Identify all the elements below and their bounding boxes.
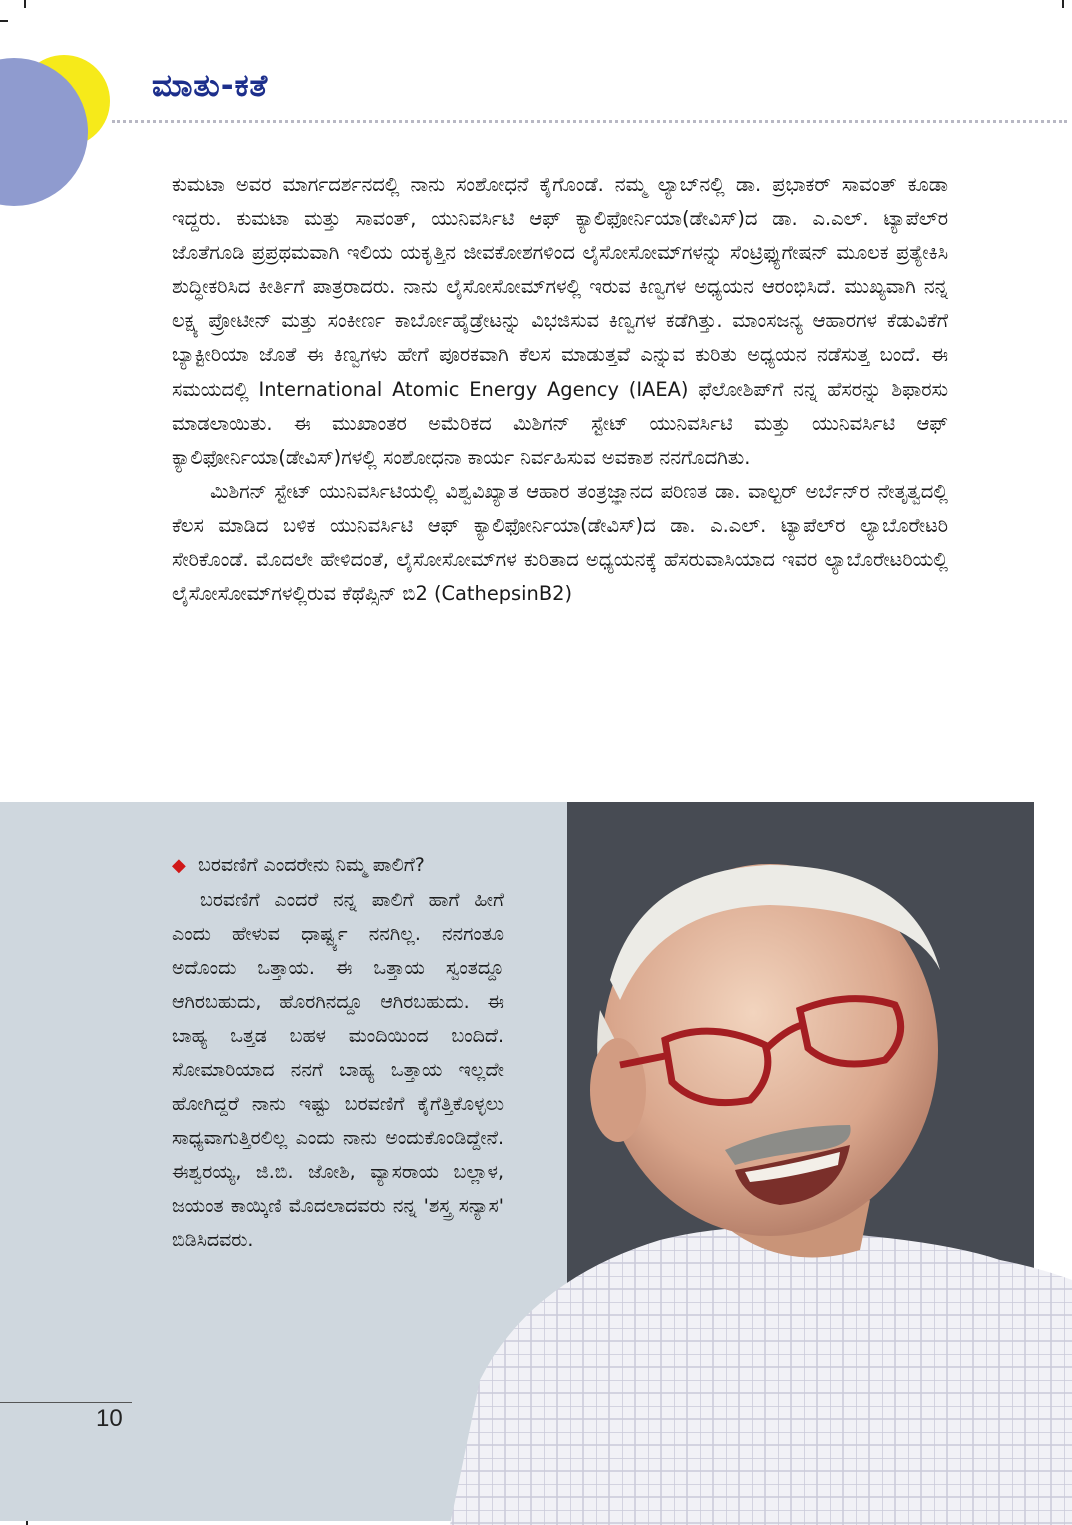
article-paragraph: ಕುಮಟಾ ಅವರ ಮಾರ್ಗದರ್ಶನದಲ್ಲಿ ನಾನು ಸಂಶೋಧನೆ ಕೈಗೊಂಡೆ. ನಮ್ಮ ಲ್ಯಾಬ್‌ನಲ್ಲಿ ಡಾ. ಪ್ರಭಾಕರ್ ಸಾವಂತ್ ಕೂಡಾ ಇದ್ದರು. ಕುಮಟಾ ಮತ್ತು ಸಾವಂತ್, ಯುನಿವರ್ಸಿಟಿ ಆಫ್ ಕ್ಯಾಲಿಫೋರ್ನಿಯಾ(ಡೇವಿಸ್)ದ ಡಾ. ಎ.ಎಲ್. ಟ್ಯಾಪೆಲ್‌ರ ಜೊತೆಗೂಡಿ ಪ್ರಪ್ರಥಮವಾಗಿ ಇಲಿಯ ಯಕೃತ್ತಿನ ಜೀವಕೋಶಗಳಿಂದ ಲೈಸೋಸೋಮ್‌ಗಳನ್ನು ಸೆಂಟ್ರಿಫ್ಯುಗೇಷನ್ ಮೂಲಕ ಪ್ರತ್ಯೇಕಿಸಿ ಶುದ್ಧೀಕರಿಸಿದ ಕೀರ್ತಿಗೆ ಪಾತ್ರರಾದರು. ನಾನು ಲೈಸೋಸೋಮ್‌ಗಳಲ್ಲಿ ಇರುವ ಕಿಣ್ವಗಳ ಅಧ್ಯಯನ ಆರಂಭಿಸಿದೆ. ಮುಖ್ಯವಾಗಿ ನನ್ನ ಲಕ್ಷ್ಯ ಪ್ರೋಟೀನ್ ಮತ್ತು ಸಂಕೀರ್ಣ ಕಾರ್ಬೋಹೈಡ್ರೇಟನ್ನು ವಿಭಜಿಸುವ ಕಿಣ್ವಗಳ ಕಡೆಗಿತ್ತು. ಮಾಂಸಜನ್ಯ ಆಹಾರಗಳ ಕೆಡುವಿಕೆಗೆ ಬ್ಯಾಕ್ಟೀರಿಯಾ ಜೊತೆ ಈ ಕಿಣ್ವಗಳು ಹೇಗೆ ಪೂರಕವಾಗಿ ಕೆಲಸ ಮಾಡುತ್ತವೆ ಎನ್ನುವ ಕುರಿತು ಅಧ್ಯಯನ ನಡೆಸುತ್ತ ಬಂದೆ. ಈ ಸಮಯದಲ್ಲಿ International Atomic Energy Agency (IAEA) ಫೆಲೋಶಿಪ್‌ಗೆ ನನ್ನ ಹೆಸರನ್ನು ಶಿಫಾರಸು ಮಾಡಲಾಯಿತು. ಈ ಮುಖಾಂತರ ಅಮೆರಿಕದ ಮಿಶಿಗನ್ ಸ್ಟೇಟ್ ಯುನಿವರ್ಸಿಟಿ ಮತ್ತು ಯುನಿವರ್ಸಿಟಿ ಆಫ್ ಕ್ಯಾಲಿಫೋರ್ನಿಯಾ(ಡೇವಿಸ್)ಗಳಲ್ಲಿ ಸಂಶೋಧನಾ ಕಾರ್ಯ ನಿರ್ವಹಿಸುವ ಅವಕಾಶ ನನಗೊದಗಿತು. <box>172 173 948 469</box>
footer-rule <box>0 1402 132 1403</box>
crop-mark <box>24 0 26 8</box>
qa-question <box>172 848 504 883</box>
portrait-photo <box>440 860 1072 1525</box>
qa-answer: ಬರವಣಿಗೆ ಎಂದರೆ ನನ್ನ ಪಾಲಿಗೆ ಹಾಗೆ ಹೀಗೆ ಎಂದು ಹೇಳುವ ಧಾರ್ಷ್ಟ್ಯ ನನಗಿಲ್ಲ. ನನಗಂತೂ ಅದೊಂದು ಒತ್ತಾಯ. ಈ ಒತ್ತಾಯ ಸ್ವಂತದ್ದೂ ಆಗಿರಬಹುದು, ಹೊರಗಿನದ್ದೂ ಆಗಿರಬಹುದು. ಈ ಬಾಹ್ಯ ಒತ್ತಡ ಬಹಳ ಮಂದಿಯಿಂದ ಬಂದಿದೆ. ಸೋಮಾರಿಯಾದ ನನಗೆ ಬಾಹ್ಯ ಒತ್ತಾಯ ಇಲ್ಲದೇ ಹೋಗಿದ್ದರೆ ನಾನು ಇಷ್ಟು ಬರವಣಿಗೆ ಕೈಗೆತ್ತಿಕೊಳ್ಳಲು ಸಾಧ್ಯವಾಗುತ್ತಿರಲಿಲ್ಲ ಎಂದು ನಾನು ಅಂದುಕೊಂಡಿದ್ದೇನೆ. ಈಶ್ವರಯ್ಯ, ಜಿ.ಬಿ. ಜೋಶಿ, ವ್ಯಾಸರಾಯ ಬಲ್ಲಾಳ, ಜಯಂತ ಕಾಯ್ಕಿಣಿ ಮೊದಲಾದವರು ನನ್ನ 'ಶಸ್ತ್ರ ಸನ್ಯಾಸ' ಬಿಡಿಸಿದವರು. <box>172 889 504 1251</box>
crop-mark <box>1062 0 1064 8</box>
dotted-divider <box>112 120 1067 123</box>
article-paragraph: ಮಿಶಿಗನ್ ಸ್ಟೇಟ್ ಯುನಿವರ್ಸಿಟಿಯಲ್ಲಿ ವಿಶ್ವವಿಖ್ಯಾತ ಆಹಾರ ತಂತ್ರಜ್ಞಾನದ ಪರಿಣತ ಡಾ. ವಾಲ್ಟರ್ ಅರ್ಬೆನ್‌ರ ನೇತೃತ್ವದಲ್ಲಿ ಕೆಲಸ ಮಾಡಿದ ಬಳಿಕ ಯುನಿವರ್ಸಿಟಿ ಆಫ್ ಕ್ಯಾಲಿಫೋರ್ನಿಯಾ(ಡೇವಿಸ್)ದ ಡಾ. ಎ.ಎಲ್. ಟ್ಯಾಪೆಲ್‌ರ ಲ್ಯಾಬೊರೇಟರಿ ಸೇರಿಕೊಂಡೆ. ಮೊದಲೇ ಹೇಳಿದಂತೆ, ಲೈಸೋಸೋಮ್‌ಗಳ ಕುರಿತಾದ ಅಧ್ಯಯನಕ್ಕೆ ಹೆಸರುವಾಸಿಯಾದ ಇವರ ಲ್ಯಾಬೊರೇಟರಿಯಲ್ಲಿ ಲೈಸೋಸೋಮ್‌ಗಳಲ್ಲಿರುವ ಕೆಥೆಪ್ಸಿನ್ ಬಿ2 (CathepsinB2) <box>172 479 948 606</box>
qa-question-text: ಬರವಣಿಗೆ ಎಂದರೇನು ನಿಮ್ಮ ಪಾಲಿಗೆ? <box>198 854 425 876</box>
red-diamond-bullet-icon: ◆ <box>172 855 186 876</box>
crop-mark <box>0 20 8 22</box>
qa-block <box>172 848 504 1257</box>
section-title: ಮಾತು-ಕತೆ <box>152 68 269 104</box>
page-number: 10 <box>96 1405 123 1432</box>
article-body <box>172 168 948 611</box>
